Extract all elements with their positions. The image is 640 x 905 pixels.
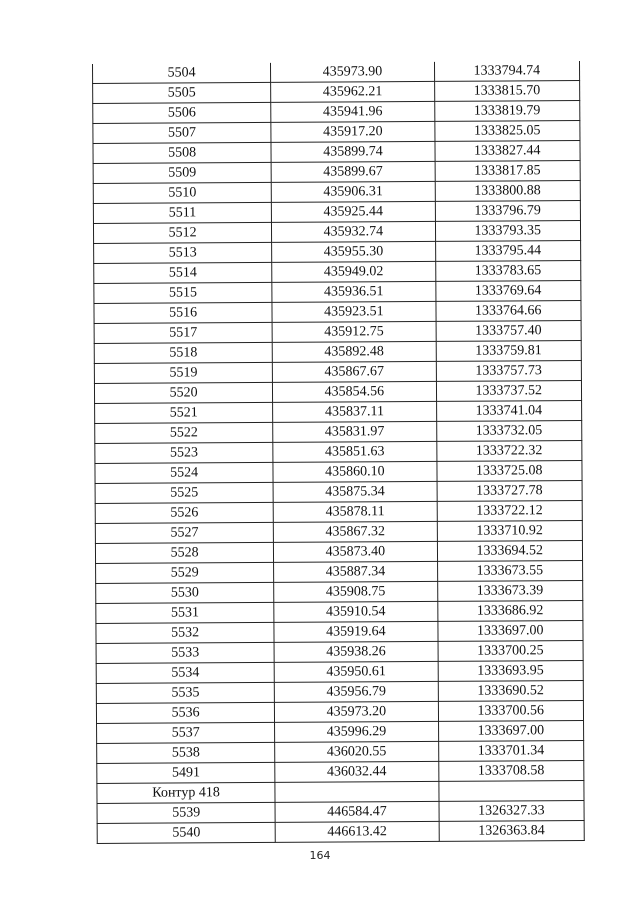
y-coordinate-cell: 1333697.00	[437, 621, 583, 642]
point-number-cell: 5522	[95, 422, 273, 443]
x-coordinate-cell: 435851.63	[273, 441, 436, 462]
point-number-cell: 5525	[95, 482, 273, 503]
x-coordinate-cell: 435910.54	[274, 601, 437, 622]
table-row	[94, 261, 581, 284]
table-row	[96, 581, 583, 604]
y-coordinate-cell: 1333694.52	[437, 541, 583, 562]
y-coordinate-cell: 1333817.85	[435, 161, 581, 182]
point-number-cell: 5524	[95, 462, 273, 483]
table-row	[94, 381, 581, 404]
point-number-cell: 5512	[93, 222, 271, 243]
table-row	[93, 221, 580, 244]
page-number: 164	[309, 849, 331, 862]
y-coordinate-cell: 1333673.55	[437, 561, 583, 582]
point-number-cell: 5523	[95, 442, 273, 463]
table-row	[95, 401, 582, 424]
table-row	[96, 661, 583, 684]
x-coordinate-cell: 435908.75	[274, 581, 437, 602]
y-coordinate-cell: 1333697.00	[438, 721, 584, 742]
table-row	[94, 301, 581, 324]
table-row	[96, 621, 583, 644]
x-coordinate-cell: 435919.64	[274, 621, 437, 642]
x-coordinate-cell: 435878.11	[273, 501, 436, 522]
x-coordinate-cell: 435932.74	[272, 221, 435, 242]
x-coordinate-cell: 435936.51	[272, 281, 435, 302]
point-number-cell: 5535	[96, 682, 274, 703]
table-row	[93, 121, 580, 144]
point-number-cell: 5526	[95, 502, 273, 523]
table-row	[96, 681, 583, 704]
y-coordinate-cell: 1333759.81	[436, 341, 582, 362]
table-row	[92, 61, 579, 83]
point-number-cell: 5511	[93, 202, 271, 223]
y-coordinate-cell: 1333737.52	[436, 381, 582, 402]
table-row	[97, 801, 584, 824]
point-number-cell: 5538	[97, 742, 275, 763]
table-row	[96, 601, 583, 624]
table-row	[95, 521, 582, 544]
point-number-cell: 5533	[96, 642, 274, 663]
table-row	[93, 161, 580, 184]
x-coordinate-cell: 436032.44	[275, 761, 438, 782]
point-number-cell: 5516	[94, 302, 272, 323]
y-coordinate-cell: 1333827.44	[434, 141, 580, 162]
y-coordinate-cell: 1333700.25	[438, 641, 584, 662]
x-coordinate-cell: 435923.51	[272, 301, 435, 322]
x-coordinate-cell: 435996.29	[275, 721, 438, 742]
x-coordinate-cell: 435867.67	[273, 361, 436, 382]
table-row	[95, 541, 582, 564]
x-coordinate-cell: 435912.75	[272, 321, 435, 342]
y-coordinate-cell: 1333796.79	[435, 201, 581, 222]
table-row	[97, 761, 584, 784]
x-coordinate-cell: 435950.61	[274, 661, 437, 682]
table-row	[96, 641, 583, 664]
x-coordinate-cell: 435854.56	[273, 381, 436, 402]
x-coordinate-cell: 435899.74	[271, 141, 434, 162]
table-row	[93, 181, 580, 204]
table-row	[96, 561, 583, 584]
point-number-cell: 5529	[96, 562, 274, 583]
x-coordinate-cell: 435831.97	[273, 421, 436, 442]
point-number-cell: 5539	[97, 802, 275, 823]
point-number-cell: 5509	[93, 162, 271, 183]
y-coordinate-cell: 1333673.39	[437, 581, 583, 602]
x-coordinate-cell: 435906.31	[271, 181, 434, 202]
y-coordinate-cell: 1333708.58	[438, 761, 584, 782]
y-coordinate-cell: 1333693.95	[438, 661, 584, 682]
table-row	[95, 461, 582, 484]
y-coordinate-cell: 1326363.84	[439, 821, 585, 842]
point-number-cell: 5534	[96, 662, 274, 683]
point-number-cell: 5519	[94, 362, 272, 383]
x-coordinate-cell: 435899.67	[271, 161, 434, 182]
contour-label: Контур 418	[97, 782, 275, 803]
table-row	[94, 321, 581, 344]
y-coordinate-cell: 1333690.52	[438, 681, 584, 702]
point-number-cell: 5532	[96, 622, 274, 643]
y-coordinate-cell: 1326327.33	[439, 801, 585, 822]
x-coordinate-cell: 446613.42	[275, 821, 438, 842]
point-number-cell: 5531	[96, 602, 274, 623]
table-row	[95, 421, 582, 444]
table-row	[94, 241, 581, 264]
table-row	[97, 821, 584, 844]
y-coordinate-cell: 1333793.35	[435, 221, 581, 242]
y-coordinate-cell: 1333764.66	[435, 301, 581, 322]
y-coordinate-cell: 1333757.73	[436, 361, 582, 382]
y-coordinate-cell: 1333783.65	[435, 261, 581, 282]
y-coordinate-cell: 1333722.32	[436, 441, 582, 462]
y-coordinate-cell: 1333757.40	[436, 321, 582, 342]
y-coordinate-cell: 1333701.34	[438, 741, 584, 762]
point-number-cell: 5506	[93, 102, 271, 123]
point-number-cell: 5540	[97, 822, 275, 843]
x-coordinate-cell: 435938.26	[274, 641, 437, 662]
point-number-cell: 5528	[95, 542, 273, 563]
y-coordinate-cell: 1333800.88	[435, 181, 581, 202]
table-row	[93, 201, 580, 224]
point-number-cell: 5517	[94, 322, 272, 343]
y-coordinate-cell: 1333741.04	[436, 401, 582, 422]
point-number-cell: 5507	[93, 122, 271, 143]
y-coordinate-cell: 1333769.64	[435, 281, 581, 302]
empty-cell	[275, 781, 438, 802]
point-number-cell: 5513	[94, 242, 272, 263]
y-coordinate-cell: 1333725.08	[436, 461, 582, 482]
x-coordinate-cell: 435973.90	[271, 62, 434, 82]
table-row	[94, 341, 581, 364]
x-coordinate-cell: 435973.20	[275, 701, 438, 722]
point-number-cell: 5518	[94, 342, 272, 363]
x-coordinate-cell: 435887.34	[274, 561, 437, 582]
point-number-cell: 5537	[97, 722, 275, 743]
y-coordinate-cell: 1333795.44	[435, 241, 581, 262]
point-number-cell: 5527	[95, 522, 273, 543]
table-row	[95, 501, 582, 524]
table-row	[93, 141, 580, 164]
x-coordinate-cell: 435962.21	[271, 81, 434, 102]
point-number-cell: 5510	[93, 182, 271, 203]
table-row	[95, 441, 582, 464]
table-row	[93, 81, 580, 104]
table-row	[97, 721, 584, 744]
table-row	[95, 481, 582, 504]
x-coordinate-cell: 435955.30	[272, 241, 435, 262]
y-coordinate-cell: 1333722.12	[437, 501, 583, 522]
y-coordinate-cell: 1333815.70	[434, 81, 580, 102]
point-number-cell: 5515	[94, 282, 272, 303]
point-number-cell: 5491	[97, 762, 275, 783]
x-coordinate-cell: 435925.44	[272, 201, 435, 222]
table-row	[94, 281, 581, 304]
y-coordinate-cell: 1333794.74	[434, 61, 580, 81]
y-coordinate-cell: 1333732.05	[436, 421, 582, 442]
point-number-cell: 5530	[96, 582, 274, 603]
table-row	[97, 741, 584, 764]
y-coordinate-cell: 1333727.78	[437, 481, 583, 502]
coordinates-table	[92, 61, 585, 844]
empty-cell	[438, 781, 584, 802]
x-coordinate-cell: 435917.20	[271, 121, 434, 142]
x-coordinate-cell: 435837.11	[273, 401, 436, 422]
y-coordinate-cell: 1333686.92	[437, 601, 583, 622]
y-coordinate-cell: 1333710.92	[437, 521, 583, 542]
x-coordinate-cell: 435875.34	[273, 481, 436, 502]
x-coordinate-cell: 435949.02	[272, 261, 435, 282]
coordinates-table-body	[92, 61, 584, 843]
x-coordinate-cell: 436020.55	[275, 741, 438, 762]
point-number-cell: 5520	[94, 382, 272, 403]
table-row	[93, 101, 580, 124]
point-number-cell: 5505	[93, 82, 271, 103]
point-number-cell: 5521	[95, 402, 273, 423]
x-coordinate-cell: 435860.10	[273, 461, 436, 482]
y-coordinate-cell: 1333825.05	[434, 121, 580, 142]
table-row	[96, 701, 583, 724]
x-coordinate-cell: 435956.79	[275, 681, 438, 702]
y-coordinate-cell: 1333819.79	[434, 101, 580, 122]
point-number-cell: 5514	[94, 262, 272, 283]
y-coordinate-cell: 1333700.56	[438, 701, 584, 722]
point-number-cell: 5504	[92, 63, 270, 84]
x-coordinate-cell: 435941.96	[271, 101, 434, 122]
table-row	[94, 361, 581, 384]
point-number-cell: 5536	[96, 702, 274, 723]
point-number-cell: 5508	[93, 142, 271, 163]
x-coordinate-cell: 446584.47	[275, 801, 438, 822]
x-coordinate-cell: 435867.32	[274, 521, 437, 542]
x-coordinate-cell: 435873.40	[274, 541, 437, 562]
x-coordinate-cell: 435892.48	[272, 341, 435, 362]
